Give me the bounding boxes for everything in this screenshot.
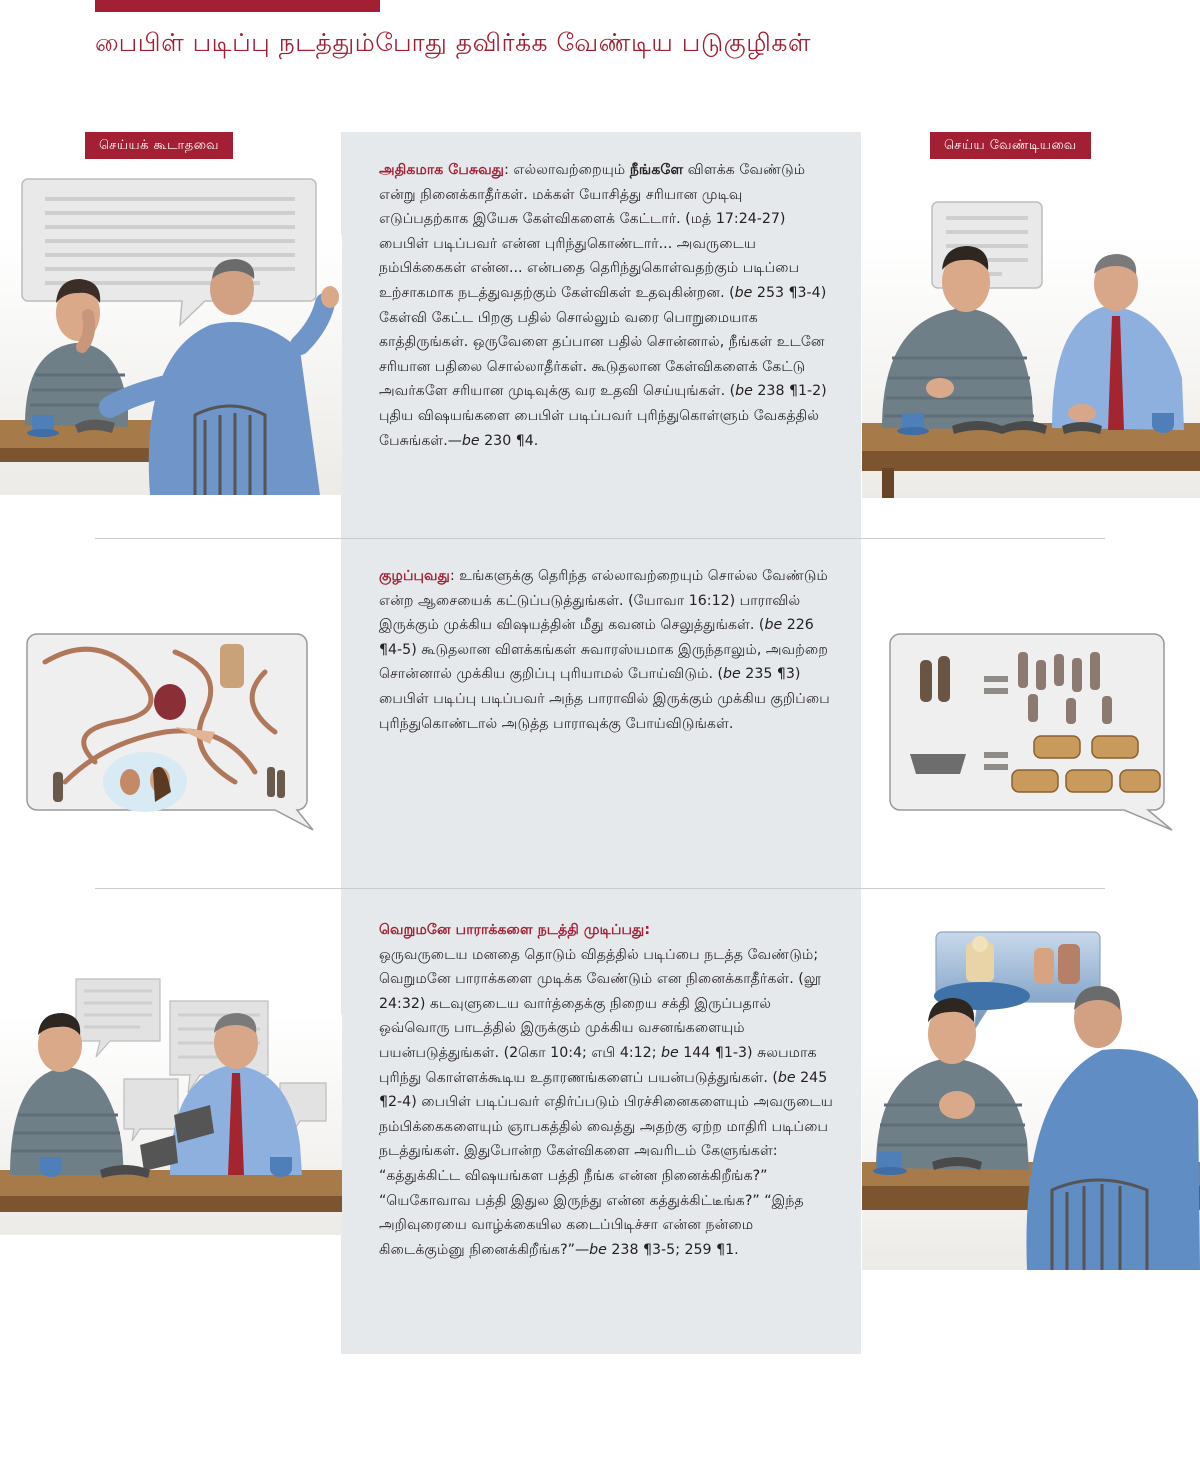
reference-abbrev: be [661,1044,679,1061]
section-divider [95,538,1105,539]
section-heading: அதிகமாக பேசுவது [379,162,505,178]
top-accent-bar [95,0,380,12]
section-just-covering-paragraphs: வெறுமனே பாராக்களை நடத்தி முடிப்பது: ஒருவருடைய மனதை தொடும் விதத்தில் படிப்பை நடத்த வேண்டும்; வெறுமனே பாராக்களை முடிக்க வேண்டும் என நினைக்காதீர்கள். (லூ 24:32) கடவுளுடைய வார்த்தைக்கு நிறைய சக்தி இருப்பதால் ஒவ்வொரு பாடத்தில் இருக்கும் முக்கிய வசனங்களையும் பயன்படுத்துங்கள். (2கொ 10:4; எபி 4:12; be 144 ¶1-3) சுலபமாக புரிந்து கொள்ளக்கூடிய உதாரணங்களைப் பயன்படுத்துங்கள். (be 245 ¶2-4) பைபிள் படிப்பவர் எதிர்ப்படும் பிரச்சினைகளையும் அவருடைய நம்பிக்கைகளையும் ஞாபகத்தில் வைத்து அதற்கு ஏற்ற மாதிரி படிப்பை நடத்துங்கள். இதுபோன்ற கேள்விகளை அவரிடம் கேளுங்கள்: “கத்துக்கிட்ட விஷயங்கள பத்தி நீங்க என்ன நினைக்கிறீங்க?” “யெகோவாவ பத்தி இதுல இருந்து என்ன கத்துக்கிட்டீங்க?” “இந்த அறிவுரையை வாழ்க்கையில கடைப்பிடிச்சா என்ன நன்மை கிடைக்கும்னு நினைக்கிறீங்க?”—be 238 ¶3-5; 259 ¶1. [379,922,833,1258]
label-do: செய்ய வேண்டியவை [930,132,1091,159]
section-heading: வெறுமனே பாராக்களை நடத்தி முடிப்பது [379,922,645,938]
reference-abbrev: be [735,383,753,400]
section-divider [95,888,1105,889]
section-heading: குழப்புவது [379,568,450,584]
section-talking-too-much: அதிகமாக பேசுவது: எல்லாவற்றையும் நீங்களே விளக்க வேண்டும் என்று நினைக்காதீர்கள். மக்கள் யோசித்து சரியான முடிவு எடுப்பதற்காக இயேசு கேள்விகளைக் கேட்டார். (மத் 17:24-27) பைபிள் படிப்பவர் என்ன புரிந்துகொண்டார்... அவருடைய நம்பிக்கைகள் என்ன... என்பதை தெரிந்துகொள்வதற்கும் படிப்பை உற்சாகமாக நடத்துவதற்கும் கேள்விகள் உதவுகின்றன. (be 253 ¶3-4) கேள்வி கேட்ட பிறகு பதில் சொல்லும் வரை பொறுமையாக காத்திருங்கள். ஒருவேளை தப்பான பதில் சொன்னால், நீங்கள் உடனே சரியான பதிலை சொல்லாதீர்கள். கூடுதலான கேள்விகளைக் கேட்டு அவர்களே சரியான முடிவுக்கு வர உதவி செய்யுங்கள். (be 238 ¶1-2) புதிய விஷயங்களை பைபிள் படிப்பவர் புரிந்துகொள்ளும் வேகத்தில் பேசுங்கள்.—be 230 ¶4. [379,162,827,449]
reference-abbrev: be [461,432,480,449]
illustration-rushing-paragraphs [0,975,342,1235]
illustration-teacher-talking-too-much [0,175,342,495]
reference-abbrev: be [734,284,753,301]
illustration-teacher-asking-questions [862,198,1200,498]
reference-abbrev: be [777,1069,796,1086]
label-dont: செய்யக் கூடாதவை [85,132,233,159]
illustration-confusing-speech-bubble [25,632,317,834]
page-title: பைபிள் படிப்பு நடத்தும்போது தவிர்க்க வேண்டிய படுகுழிகள் [95,28,811,57]
reference-abbrev: be [764,617,783,634]
reference-abbrev: be [589,1241,607,1258]
reference-abbrev: be [723,666,741,683]
illustration-clear-explanation-speech-bubble [888,632,1178,834]
section-confusing: குழப்புவது: உங்களுக்கு தெரிந்த எல்லாவற்றையும் சொல்ல வேண்டும் என்ற ஆசையைக் கட்டுப்படுத்துங்கள். (யோவா 16:12) பாராவில் இருக்கும் முக்கிய விஷயத்தின் மீது கவனம் செலுத்துங்கள். (be 226 ¶4-5) கூடுதலான விளக்கங்கள் சுவாரஸ்யமாக இருந்தாலும், அவற்றை சொன்னால் முக்கிய குறிப்பு புரியாமல் போய்விடும். (be 235 ¶3) பைபிள் படிப்பு படிப்பவர் அந்த பாராவில் இருக்கும் முக்கிய குறிப்பை புரிந்துகொண்டால் அடுத்த பாராவுக்கு போய்விடுங்கள். [379,568,830,732]
illustration-reaching-the-heart [862,930,1200,1270]
